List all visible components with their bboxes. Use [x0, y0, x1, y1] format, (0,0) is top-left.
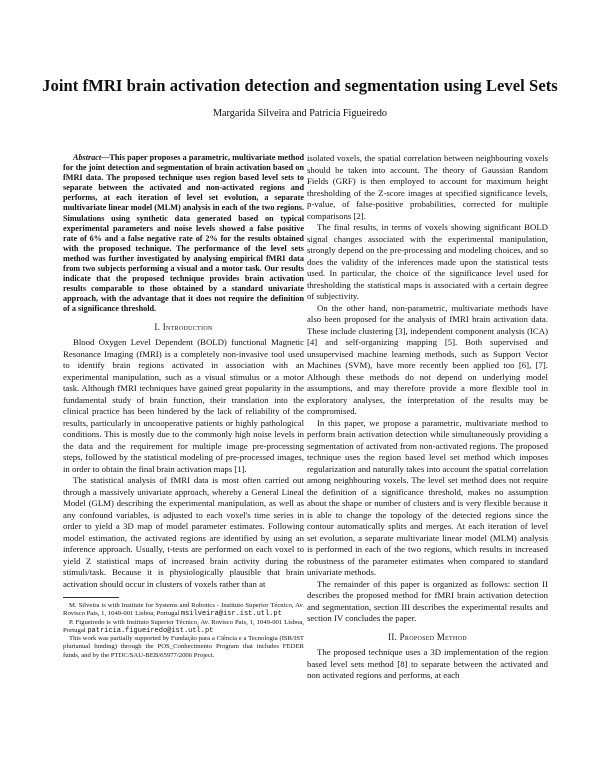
author-2-email: patricia.figueiredo@ist.utl.pt: [87, 626, 214, 635]
footnote-rule: [63, 597, 119, 598]
paragraph: The statistical analysis of fMRI data is most often carried out through a massively univariate approach, whereby a General Lineal Model (GLM) describing the experimental manipulation, as well as any confound variables, is adjusted to each voxel's time series in order to yield a 3D map of model parameter estimates. Following model estimation, the activated regions are identified by using an inference approach. Usually, t-tests are performed on each voxel to yield Z statistical maps of increased brain activity during the stimuli/task. Because it is physiologically plausible that brain activation should occur in clusters of voxels rather than at: [63, 475, 304, 589]
left-column: [63, 153, 304, 660]
footnote-author-1: [63, 602, 304, 619]
paragraph: Blood Oxygen Level Dependent (BOLD) functional Magnetic Resonance Imaging (fMRI) is a completely non-invasive tool used to identify brain regions activated in association with an experimental manipulation, such as a visual stimulus or a motor task. Although fMRI techniques have gained great popularity in the fundamental study of brain function, their translation into the clinical practice has been hindered by the lack of reliability of the results, particularly in uncooperative patients or highly pathological conditions. This is mostly due to the commonly high noise levels in the data and the requirement for multiple image pre-processing steps, followed by the statistical modeling of pre-processed images, in order to obtain the final brain activation maps [1].: [63, 337, 304, 474]
paper-title: Joint fMRI brain activation detection and segmentation using Level Sets: [42, 76, 558, 95]
footnote-funding: This work was partially supported by Fundação para a Ciência e a Tecnologia (ISR/IST plurianual funding) through the POS_Conhecimento Program that includes FEDER funds, and by the PTDC/SAU-BEB/65977/2006 Project.: [63, 635, 304, 659]
abstract-text: —This paper proposes a parametric, multivariate method for the joint detection and segmentation of brain activation based on fMRI data. The proposed technique uses region based level sets to separate between the activated and non-activated regions and performs, at each iteration of level set evolution, a separate multivariate linear model (MLM) analysis in each of the two regions. Simulations using synthetic data generated based on typical experimental parameters and noise levels showed a false positive rate of 6% and a false negative rate of 2% for the results obtained with the proposed technique. The performance of the level sets method was further investigated by analysing empirical fMRI data from two subjects performing a visual and a motor task. Our results indicate that the proposed technique provides brain activation results comparable to those obtained by a standard univariate approach, with the advantage that it does not require the definition of a significance threshold.: [63, 153, 304, 314]
footnote-text: P. Figueiredo is with Instituto Superior Técnico, Av. Rovisco Pais, 1, 1049-001 Lisboa, Portugal: [63, 618, 304, 634]
section-title: Proposed Method: [399, 631, 467, 642]
abstract: [63, 153, 304, 315]
paragraph: The remainder of this paper is organized as follows: section II describes the proposed method for fMRI brain activation detection and segmentation, section III describes the experimental results and section IV concludes the paper.: [307, 578, 548, 623]
paragraph: The final results, in terms of voxels showing significant BOLD signal changes associated with the experimental manipulation, strongly depend on the pre-processing and modeling choices, and so does the validity of the inferences made upon the statistical tests used. In particular, the choice of the significance level used for thresholding the statistical maps is associated with a certain degree of subjectivity.: [307, 222, 548, 301]
paragraph: isolated voxels, the spatial correlation between neighbouring voxels should be taken into account. The theory of Gaussian Random Fields (GRF) is then employed to account for maximum height thresholding of the Z-score images at specified significance levels, p-value, of false-positive probabilities, corrected for multiple comparisons [2].: [307, 153, 548, 221]
footnote-author-2: [63, 619, 304, 636]
footnote-text: M. Silveira is with Institute for Systems and Robotics - Instituto Superior Técnico, Av. Rovisco Pais, 1, 1049-001 Lisboa, Portugal: [63, 602, 304, 618]
paragraph: In this paper, we propose a parametric, multivariate method to perform brain activation detection while simultaneously providing a segmentation of activated from non-activated regions. The proposed technique uses the region based level set method which imposes regularization and naturally takes into account the spatial correlation among neighbouring voxels. The level set method does not require the definition of a significance threshold, makes no assumption about the shape or number of clusters and is very flexible because it is able to change the topology of the detected regions since the contour automatically splits and merges. At each iteration of level set evolution, a separate multivariate linear model (MLM) analysis is performed in each of the two regions, which results in increased robustness of the parameter estimates when compared to standard univariate methods.: [307, 417, 548, 577]
section-number: II.: [388, 631, 398, 642]
section-heading-introduction: [63, 322, 304, 334]
paper-authors: Margarida Silveira and Patricia Figueiredo: [212, 108, 388, 119]
section-number: I.: [154, 321, 161, 332]
section-heading-proposed-method: [307, 632, 548, 644]
paragraph: The proposed technique uses a 3D implementation of the region based level sets method [8] to separate between the activated and non activated regions and performs, at each: [307, 647, 548, 680]
footnotes: [63, 602, 304, 660]
right-column: [307, 153, 548, 682]
section-title: Introduction: [162, 321, 213, 332]
paragraph: On the other hand, non-parametric, multivariate methods have also been proposed for the analysis of fMRI brain activation data. These include clustering [3], independent component analysis (ICA) [4] and self-organizing mapping [5]. Both supervised and unsupervised machine learning methods, such as Support Vector Machines (SVM), have more recently been applied too [6], [7]. Although these methods do not depend on underlying model assumptions, and may therefore provide a more flexible tool in exploratory analyses, the interpretation of the results may be compromised.: [307, 302, 548, 416]
abstract-label: Abstract: [73, 153, 102, 162]
author-1-email: msilveira@isr.ist.utl.pt: [180, 610, 282, 619]
